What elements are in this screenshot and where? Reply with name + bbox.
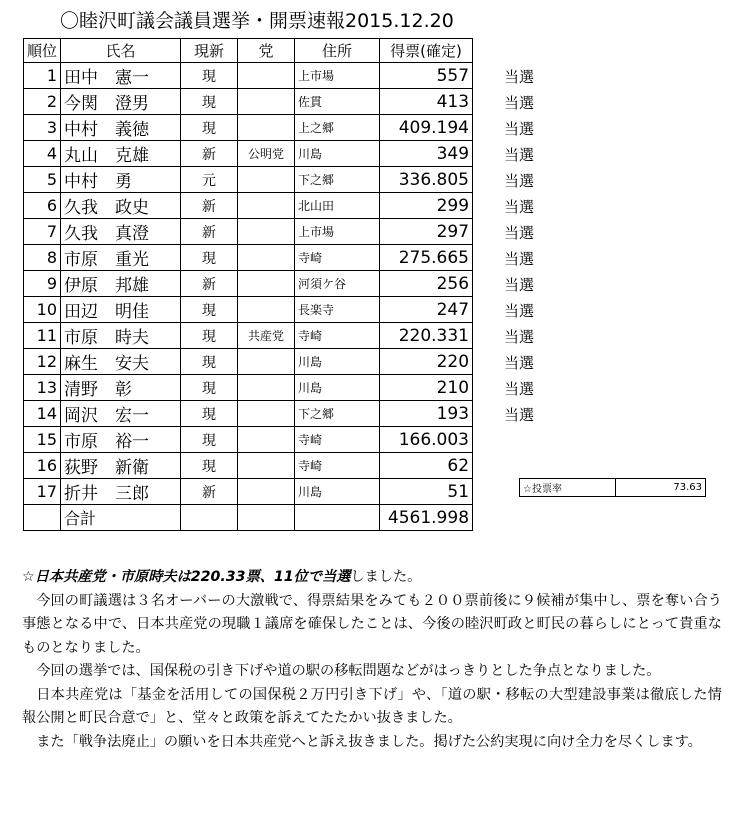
turnout-box: [519, 478, 706, 497]
rank-cell: 10: [24, 297, 61, 323]
name-cell: 久我 真澄: [61, 219, 181, 245]
elected-mark: 当選: [504, 250, 535, 268]
party-cell: [238, 297, 295, 323]
table-row: [24, 349, 473, 375]
votes-cell: 193: [380, 401, 473, 427]
name-cell: 今関 澄男: [61, 89, 181, 115]
address-cell: 川島: [295, 349, 380, 375]
address-cell: 寺崎: [295, 323, 380, 349]
status-cell: 現: [181, 115, 238, 141]
address-cell: 川島: [295, 375, 380, 401]
total-party-cell: [238, 505, 295, 531]
name-cell: 中村 勇: [61, 167, 181, 193]
address-cell: 上市場: [295, 219, 380, 245]
name-cell: 伊原 邦雄: [61, 271, 181, 297]
votes-cell: 210: [380, 375, 473, 401]
rank-cell: 1: [24, 63, 61, 89]
votes-cell: 336.805: [380, 167, 473, 193]
name-cell: 麻生 安夫: [61, 349, 181, 375]
address-cell: 寺崎: [295, 427, 380, 453]
article: [22, 566, 722, 754]
article-paragraph-3: 日本共産党は「基金を活用しての国保税２万円引き下げ」や、「道の駅・移転の大型建設事業は徹底した情報公開と町民合意で」と、堂々と政策を訴えてたたかい抜きました。: [22, 686, 722, 726]
headline-bold: ☆日本共産党・市原時夫は220.33票、11位で当選: [22, 569, 351, 585]
table-row: [24, 141, 473, 167]
address-cell: 下之郷: [295, 401, 380, 427]
headline-rest: しました。: [350, 569, 422, 585]
name-cell: 市原 裕一: [61, 427, 181, 453]
rank-cell: 7: [24, 219, 61, 245]
name-cell: 折井 三郎: [61, 479, 181, 505]
header-status: 現新: [181, 39, 238, 63]
header-rank: 順位: [24, 39, 61, 63]
elected-mark: 当選: [504, 224, 535, 242]
status-cell: 現: [181, 63, 238, 89]
rank-cell: 11: [24, 323, 61, 349]
sheet-title: 〇睦沢町議会議員選挙・開票速報2015.12.20: [60, 10, 454, 32]
status-cell: 現: [181, 427, 238, 453]
status-cell: 新: [181, 141, 238, 167]
party-cell: [238, 115, 295, 141]
party-cell: [238, 479, 295, 505]
elected-mark: 当選: [504, 198, 535, 216]
status-cell: 現: [181, 245, 238, 271]
name-cell: 田中 憲一: [61, 63, 181, 89]
status-cell: 現: [181, 453, 238, 479]
article-headline: [22, 566, 722, 590]
votes-cell: 51: [380, 479, 473, 505]
votes-cell: 275.665: [380, 245, 473, 271]
elected-mark: 当選: [504, 68, 535, 86]
address-cell: 河須ケ谷: [295, 271, 380, 297]
table-row: [24, 427, 473, 453]
header-name: 氏名: [61, 39, 181, 63]
status-cell: 新: [181, 479, 238, 505]
party-cell: 公明党: [238, 141, 295, 167]
table-row: [24, 479, 473, 505]
header-votes: 得票(確定): [380, 39, 473, 63]
total-row: [24, 505, 473, 531]
rank-cell: 16: [24, 453, 61, 479]
table-row: [24, 401, 473, 427]
rank-cell: 6: [24, 193, 61, 219]
header-address: 住所: [295, 39, 380, 63]
name-cell: 荻野 新衛: [61, 453, 181, 479]
party-cell: [238, 63, 295, 89]
status-cell: 元: [181, 167, 238, 193]
table-row: [24, 89, 473, 115]
address-cell: 上之郷: [295, 115, 380, 141]
table-row: [24, 167, 473, 193]
votes-cell: 247: [380, 297, 473, 323]
rank-cell: 2: [24, 89, 61, 115]
article-paragraph-4: また「戦争法廃止」の願いを日本共産党へと訴え抜きました。掲げた公約実現に向け全力を尽くします。: [36, 733, 702, 750]
votes-cell: 409.194: [380, 115, 473, 141]
votes-cell: 349: [380, 141, 473, 167]
article-paragraph-2: 今回の選挙では、国保税の引き下げや道の駅の移転問題などがはっきりとした争点となりました。: [36, 663, 661, 679]
votes-cell: 297: [380, 219, 473, 245]
total-votes: 4561.998: [380, 505, 473, 531]
votes-cell: 256: [380, 271, 473, 297]
name-cell: 岡沢 宏一: [61, 401, 181, 427]
elected-mark: 当選: [504, 94, 535, 112]
party-cell: [238, 401, 295, 427]
rank-cell: 13: [24, 375, 61, 401]
elected-mark: 当選: [504, 276, 535, 294]
rank-cell: 12: [24, 349, 61, 375]
elected-mark: 当選: [504, 354, 535, 372]
party-cell: [238, 89, 295, 115]
party-cell: [238, 245, 295, 271]
name-cell: 久我 政史: [61, 193, 181, 219]
table-row: [24, 63, 473, 89]
status-cell: 新: [181, 271, 238, 297]
table-row: [24, 115, 473, 141]
results-table: [23, 38, 473, 531]
name-cell: 清野 彰: [61, 375, 181, 401]
name-cell: 市原 重光: [61, 245, 181, 271]
party-cell: [238, 427, 295, 453]
party-cell: 共産党: [238, 323, 295, 349]
total-label: 合計: [61, 505, 181, 531]
status-cell: 新: [181, 193, 238, 219]
table-row: [24, 297, 473, 323]
party-cell: [238, 375, 295, 401]
rank-cell: 5: [24, 167, 61, 193]
status-cell: 現: [181, 89, 238, 115]
status-cell: 現: [181, 401, 238, 427]
table-row: [24, 193, 473, 219]
table-row: [24, 219, 473, 245]
address-cell: 川島: [295, 141, 380, 167]
votes-cell: 62: [380, 453, 473, 479]
table-row: [24, 271, 473, 297]
status-cell: 現: [181, 297, 238, 323]
table-row: [24, 375, 473, 401]
party-cell: [238, 193, 295, 219]
turnout-value: 73.63: [673, 482, 702, 493]
status-cell: 現: [181, 323, 238, 349]
elected-mark: 当選: [504, 406, 535, 424]
address-cell: 川島: [295, 479, 380, 505]
name-cell: 市原 時夫: [61, 323, 181, 349]
votes-cell: 220: [380, 349, 473, 375]
status-cell: 現: [181, 375, 238, 401]
status-cell: 新: [181, 219, 238, 245]
rank-cell: 4: [24, 141, 61, 167]
table-row: [24, 245, 473, 271]
name-cell: 田辺 明佳: [61, 297, 181, 323]
rank-cell: 14: [24, 401, 61, 427]
rank-cell: 9: [24, 271, 61, 297]
votes-cell: 299: [380, 193, 473, 219]
elected-mark: 当選: [504, 146, 535, 164]
address-cell: 寺崎: [295, 453, 380, 479]
party-cell: [238, 167, 295, 193]
name-cell: 丸山 克雄: [61, 141, 181, 167]
elected-mark: 当選: [504, 380, 535, 398]
rank-cell: 15: [24, 427, 61, 453]
name-cell: 中村 義徳: [61, 115, 181, 141]
rank-cell: 17: [24, 479, 61, 505]
elected-mark: 当選: [504, 172, 535, 190]
rank-cell: 3: [24, 115, 61, 141]
table-header-row: [24, 39, 473, 63]
total-address-cell: [295, 505, 380, 531]
party-cell: [238, 349, 295, 375]
address-cell: 上市場: [295, 63, 380, 89]
total-rank-cell: [24, 505, 61, 531]
address-cell: 下之郷: [295, 167, 380, 193]
address-cell: 寺崎: [295, 245, 380, 271]
turnout-label: ☆投票率: [520, 479, 616, 496]
votes-cell: 220.331: [380, 323, 473, 349]
votes-cell: 166.003: [380, 427, 473, 453]
elected-mark: 当選: [504, 328, 535, 346]
address-cell: 佐貫: [295, 89, 380, 115]
votes-cell: 413: [380, 89, 473, 115]
header-party: 党: [238, 39, 295, 63]
party-cell: [238, 219, 295, 245]
article-paragraph-1: 今回の町議選は３名オーバーの大激戦で、得票結果をみても２００票前後に９候補が集中し、票を奪い合う事態となる中で、日本共産党の現職１議席を確保したことは、今後の睦沢町政と町民の暮らしにとって貴重なものとなりました。: [22, 592, 722, 656]
elected-mark: 当選: [504, 302, 535, 320]
party-cell: [238, 453, 295, 479]
total-status-cell: [181, 505, 238, 531]
table-row: [24, 323, 473, 349]
table-row: [24, 453, 473, 479]
rank-cell: 8: [24, 245, 61, 271]
party-cell: [238, 271, 295, 297]
votes-cell: 557: [380, 63, 473, 89]
elected-mark: 当選: [504, 120, 535, 138]
address-cell: 長楽寺: [295, 297, 380, 323]
address-cell: 北山田: [295, 193, 380, 219]
status-cell: 現: [181, 349, 238, 375]
